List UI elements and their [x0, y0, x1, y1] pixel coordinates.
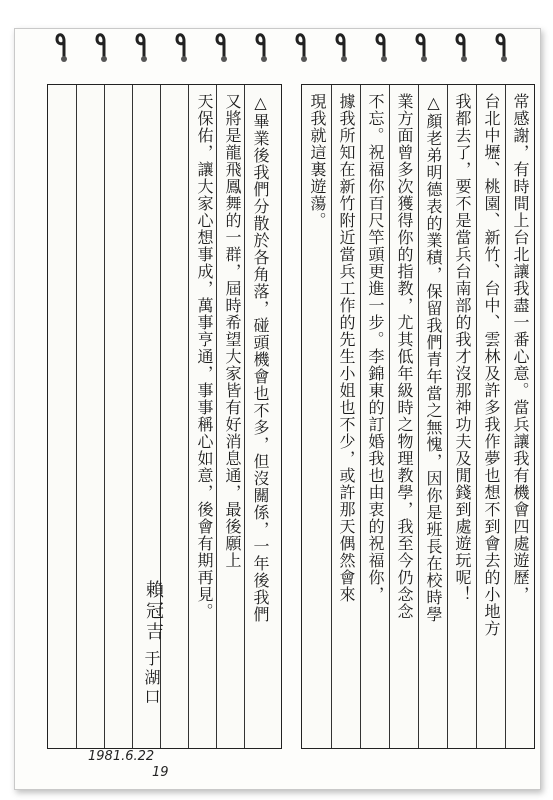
column-rule: [132, 85, 133, 748]
letter-date: 1981.6.22: [88, 749, 155, 764]
left-text-column-1: △畢業後我們分散於各角落，碰頭機會也不多，但沒關係，一年後我們: [251, 93, 270, 623]
page-number: 19: [152, 765, 169, 780]
spiral-ring-icon: [455, 29, 473, 63]
spiral-ring-icon: [375, 29, 393, 63]
column-rule: [244, 85, 245, 748]
left-text-column-3: 天保佑，讓大家心想事成，萬事亨通，事事稱心如意，後會有期再見。: [195, 93, 214, 620]
column-rule: [447, 85, 448, 748]
column-rule: [418, 85, 419, 748]
right-text-column-8: 現我就這裏遊蕩。: [308, 93, 327, 229]
left-sheet: [47, 84, 282, 780]
column-rule: [331, 85, 332, 748]
right-text-column-6: 不忘。祝福你百尺竿頭更進一步。李錦東的訂婚我也由衷的祝福你，: [366, 93, 385, 603]
spiral-ring-icon: [295, 29, 313, 63]
right-text-column-3: 我都去了，要不是當兵台南部的我才沒那神功夫及閒錢到處遊玩呢！: [453, 93, 472, 603]
column-rule: [505, 85, 506, 748]
column-rule: [360, 85, 361, 748]
spiral-ring-icon: [135, 29, 153, 63]
spiral-ring-icon: [495, 29, 513, 63]
right-text-column-2: 台北中壢、桃園、新竹、台中、雲林及許多我作夢也想不到會去的小地方: [482, 93, 501, 637]
spiral-ring-icon: [335, 29, 353, 63]
right-text-column-5: 業方面曾多次獲得你的指教，尤其低年級時之物理教學，我至今仍念念: [395, 93, 414, 620]
signature-name: 賴冠吉: [143, 580, 164, 643]
spiral-binding: [55, 29, 535, 69]
column-rule: [160, 85, 161, 748]
spiral-ring-icon: [175, 29, 193, 63]
right-sheet: [301, 84, 535, 749]
right-text-column-1: 常感謝，有時間上台北讓我盡一番心意。當兵讓我有機會四處遊歷，: [511, 93, 530, 603]
notebook-page: [14, 28, 541, 790]
spiral-ring-icon: [55, 29, 73, 63]
right-text-column-4: △顏老弟明德表的業積，保留我們青年當之無愧，因你是班長在校時學: [424, 93, 443, 623]
column-rule: [216, 85, 217, 748]
column-rule: [104, 85, 105, 748]
right-text-column-7: 據我所知在新竹附近當兵工作的先生小姐也不少，或許那天偶然會來: [337, 93, 356, 603]
column-rule: [188, 85, 189, 748]
left-text-column-2: 又將是龍飛鳳舞的一群，屆時希望大家皆有好消息通，最後願上: [223, 93, 242, 569]
spiral-ring-icon: [95, 29, 113, 63]
signature-place: 于湖口: [142, 650, 161, 707]
spiral-ring-icon: [415, 29, 433, 63]
column-rule: [76, 85, 77, 748]
spiral-ring-icon: [255, 29, 273, 63]
column-rule: [476, 85, 477, 748]
column-rule: [389, 85, 390, 748]
spiral-ring-icon: [215, 29, 233, 63]
